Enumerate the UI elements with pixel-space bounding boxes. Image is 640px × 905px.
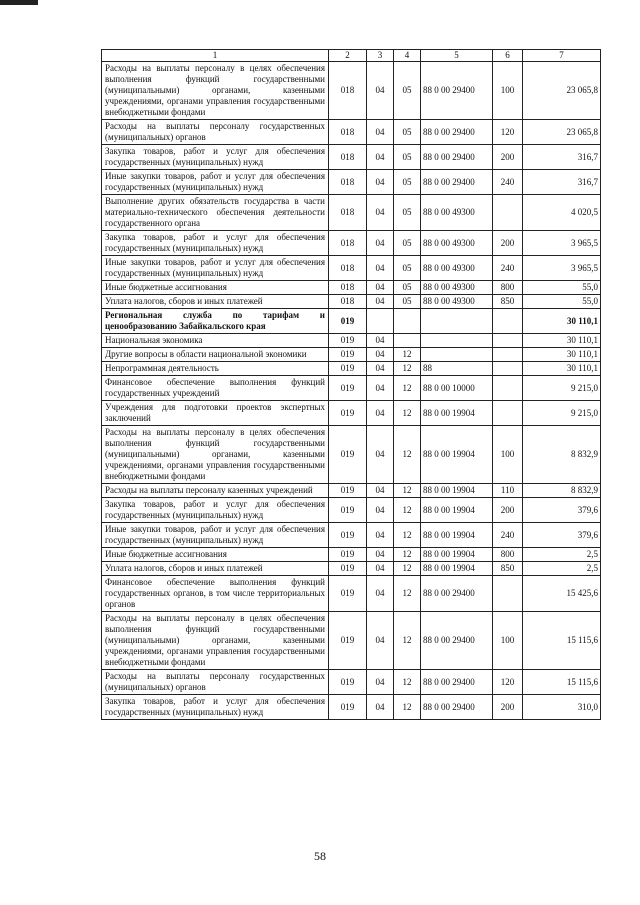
table-row xyxy=(102,523,601,548)
row-rz-cell: 04 xyxy=(367,498,394,523)
row-pr-cell: 05 xyxy=(394,281,421,295)
row-gr-cell: 019 xyxy=(329,498,367,523)
row-name-cell: Иные закупки товаров, работ и услуг для обеспечения государственных (муниципальных) нужд xyxy=(102,170,329,195)
row-name-cell: Расходы на выплаты персоналу в целях обеспечения выполнения функций государственными (муниципальными) органами, казенными учреждениями, органами управления государственными внебюджетными фондами xyxy=(102,612,329,670)
row-csr-cell: 88 xyxy=(421,362,493,376)
row-rz-cell: 04 xyxy=(367,295,394,309)
row-csr-cell: 88 0 00 19904 xyxy=(421,498,493,523)
row-sum-cell: 8 832,9 xyxy=(523,484,601,498)
column-number: 7 xyxy=(523,50,601,62)
row-gr-cell: 018 xyxy=(329,295,367,309)
row-sum-cell: 55,0 xyxy=(523,281,601,295)
row-pr-cell: 05 xyxy=(394,120,421,145)
row-vr-cell: 120 xyxy=(493,670,523,695)
table-row xyxy=(102,256,601,281)
row-rz-cell: 04 xyxy=(367,576,394,612)
row-gr-cell: 018 xyxy=(329,120,367,145)
row-pr-cell xyxy=(394,309,421,334)
row-rz-cell: 04 xyxy=(367,484,394,498)
table-row xyxy=(102,670,601,695)
row-pr-cell: 05 xyxy=(394,62,421,120)
row-name-cell: Закупка товаров, работ и услуг для обеспечения государственных (муниципальных) нужд xyxy=(102,145,329,170)
row-name-cell: Расходы на выплаты персоналу в целях обеспечения выполнения функций государственными (муниципальными) органами, казенными учреждениями, органами управления государственными внебюджетными фондами xyxy=(102,426,329,484)
row-csr-cell: 88 0 00 49300 xyxy=(421,281,493,295)
row-name-cell: Национальная экономика xyxy=(102,334,329,348)
row-csr-cell: 88 0 00 29400 xyxy=(421,145,493,170)
row-vr-cell: 200 xyxy=(493,145,523,170)
column-number: 4 xyxy=(394,50,421,62)
table-row xyxy=(102,484,601,498)
row-vr-cell: 200 xyxy=(493,231,523,256)
row-name-cell: Расходы на выплаты персоналу в целях обеспечения выполнения функций государственными (муниципальными) органами, казенными учреждениями, органами управления государственными внебюджетными фондами xyxy=(102,62,329,120)
row-pr-cell: 12 xyxy=(394,576,421,612)
row-name-cell: Закупка товаров, работ и услуг для обеспечения государственных (муниципальных) нужд xyxy=(102,498,329,523)
row-gr-cell: 019 xyxy=(329,362,367,376)
row-name-cell: Закупка товаров, работ и услуг для обеспечения государственных (муниципальных) нужд xyxy=(102,695,329,720)
row-pr-cell: 12 xyxy=(394,362,421,376)
row-csr-cell: 88 0 00 29400 xyxy=(421,670,493,695)
row-csr-cell xyxy=(421,334,493,348)
row-vr-cell: 100 xyxy=(493,62,523,120)
row-name-cell: Финансовое обеспечение выполнения функций государственных органов, в том числе территориальных органов xyxy=(102,576,329,612)
row-pr-cell: 05 xyxy=(394,170,421,195)
table-row xyxy=(102,362,601,376)
table-row xyxy=(102,281,601,295)
scan-corner-mark xyxy=(0,0,38,5)
table-row xyxy=(102,498,601,523)
row-vr-cell xyxy=(493,376,523,401)
row-csr-cell xyxy=(421,309,493,334)
row-pr-cell: 05 xyxy=(394,145,421,170)
row-gr-cell: 018 xyxy=(329,62,367,120)
row-pr-cell: 12 xyxy=(394,523,421,548)
row-name-cell: Учреждения для подготовки проектов экспертных заключений xyxy=(102,401,329,426)
column-number: 6 xyxy=(493,50,523,62)
row-csr-cell xyxy=(421,348,493,362)
row-rz-cell: 04 xyxy=(367,334,394,348)
table-row xyxy=(102,376,601,401)
row-vr-cell xyxy=(493,334,523,348)
row-sum-cell: 23 065,8 xyxy=(523,62,601,120)
row-vr-cell: 110 xyxy=(493,484,523,498)
row-name-cell: Финансовое обеспечение выполнения функций государственных учреждений xyxy=(102,376,329,401)
column-number: 1 xyxy=(102,50,329,62)
row-gr-cell: 019 xyxy=(329,334,367,348)
row-rz-cell: 04 xyxy=(367,231,394,256)
row-vr-cell xyxy=(493,348,523,362)
row-rz-cell: 04 xyxy=(367,548,394,562)
row-name-cell: Иные закупки товаров, работ и услуг для обеспечения государственных (муниципальных) нужд xyxy=(102,256,329,281)
row-rz-cell: 04 xyxy=(367,62,394,120)
page-number: 58 xyxy=(314,849,326,863)
row-pr-cell: 12 xyxy=(394,670,421,695)
row-gr-cell: 018 xyxy=(329,195,367,231)
row-rz-cell: 04 xyxy=(367,426,394,484)
table-row xyxy=(102,120,601,145)
row-name-cell: Закупка товаров, работ и услуг для обеспечения государственных (муниципальных) нужд xyxy=(102,231,329,256)
row-name-cell: Другие вопросы в области национальной экономики xyxy=(102,348,329,362)
column-number-row xyxy=(102,50,601,62)
row-sum-cell: 2,5 xyxy=(523,562,601,576)
row-sum-cell: 23 065,8 xyxy=(523,120,601,145)
table-row xyxy=(102,170,601,195)
row-sum-cell: 316,7 xyxy=(523,170,601,195)
row-pr-cell: 12 xyxy=(394,612,421,670)
row-vr-cell: 100 xyxy=(493,612,523,670)
table-row xyxy=(102,334,601,348)
row-gr-cell: 018 xyxy=(329,256,367,281)
column-number: 5 xyxy=(421,50,493,62)
column-number: 2 xyxy=(329,50,367,62)
row-pr-cell xyxy=(394,334,421,348)
row-csr-cell: 88 0 00 29400 xyxy=(421,612,493,670)
table-row xyxy=(102,576,601,612)
row-sum-cell: 379,6 xyxy=(523,523,601,548)
row-rz-cell: 04 xyxy=(367,670,394,695)
row-gr-cell: 019 xyxy=(329,401,367,426)
row-csr-cell: 88 0 00 49300 xyxy=(421,295,493,309)
table-row xyxy=(102,401,601,426)
row-sum-cell: 9 215,0 xyxy=(523,401,601,426)
row-gr-cell: 019 xyxy=(329,562,367,576)
row-vr-cell xyxy=(493,362,523,376)
row-name-cell: Региональная служба по тарифам и ценообразованию Забайкальского края xyxy=(102,309,329,334)
row-gr-cell: 019 xyxy=(329,670,367,695)
row-csr-cell: 88 0 00 19904 xyxy=(421,401,493,426)
row-gr-cell: 019 xyxy=(329,426,367,484)
row-name-cell: Иные закупки товаров, работ и услуг для обеспечения государственных (муниципальных) нужд xyxy=(102,523,329,548)
row-gr-cell: 018 xyxy=(329,170,367,195)
row-sum-cell: 15 115,6 xyxy=(523,612,601,670)
row-csr-cell: 88 0 00 29400 xyxy=(421,120,493,145)
row-sum-cell: 8 832,9 xyxy=(523,426,601,484)
row-name-cell: Непрограммная деятельность xyxy=(102,362,329,376)
row-vr-cell: 200 xyxy=(493,498,523,523)
row-vr-cell: 240 xyxy=(493,256,523,281)
row-pr-cell: 12 xyxy=(394,562,421,576)
row-pr-cell: 12 xyxy=(394,401,421,426)
row-gr-cell: 018 xyxy=(329,145,367,170)
row-rz-cell: 04 xyxy=(367,562,394,576)
row-vr-cell: 120 xyxy=(493,120,523,145)
row-rz-cell: 04 xyxy=(367,376,394,401)
budget-table-body xyxy=(102,50,601,720)
table-row xyxy=(102,562,601,576)
row-rz-cell: 04 xyxy=(367,348,394,362)
row-name-cell: Выполнение других обязательств государства в части материально-технического обеспечения деятельности государственного органа xyxy=(102,195,329,231)
row-gr-cell: 019 xyxy=(329,576,367,612)
row-csr-cell: 88 0 00 19904 xyxy=(421,523,493,548)
row-name-cell: Расходы на выплаты персоналу государственных (муниципальных) органов xyxy=(102,670,329,695)
row-rz-cell: 04 xyxy=(367,145,394,170)
row-vr-cell: 800 xyxy=(493,281,523,295)
row-vr-cell xyxy=(493,309,523,334)
row-pr-cell: 12 xyxy=(394,348,421,362)
row-rz-cell: 04 xyxy=(367,195,394,231)
row-csr-cell: 88 0 00 49300 xyxy=(421,231,493,256)
row-sum-cell: 15 115,6 xyxy=(523,670,601,695)
table-row xyxy=(102,612,601,670)
row-pr-cell: 05 xyxy=(394,295,421,309)
row-vr-cell: 100 xyxy=(493,426,523,484)
table-row xyxy=(102,426,601,484)
row-gr-cell: 019 xyxy=(329,523,367,548)
row-vr-cell: 850 xyxy=(493,562,523,576)
row-csr-cell: 88 0 00 29400 xyxy=(421,170,493,195)
row-vr-cell xyxy=(493,576,523,612)
row-pr-cell: 12 xyxy=(394,498,421,523)
row-rz-cell: 04 xyxy=(367,523,394,548)
row-csr-cell: 88 0 00 19904 xyxy=(421,562,493,576)
row-sum-cell: 3 965,5 xyxy=(523,231,601,256)
table-row xyxy=(102,195,601,231)
row-rz-cell xyxy=(367,309,394,334)
row-rz-cell: 04 xyxy=(367,695,394,720)
row-csr-cell: 88 0 00 10000 xyxy=(421,376,493,401)
table-row xyxy=(102,231,601,256)
row-pr-cell: 12 xyxy=(394,484,421,498)
row-sum-cell: 15 425,6 xyxy=(523,576,601,612)
row-rz-cell: 04 xyxy=(367,281,394,295)
row-gr-cell: 019 xyxy=(329,548,367,562)
row-gr-cell: 019 xyxy=(329,484,367,498)
row-vr-cell: 850 xyxy=(493,295,523,309)
row-csr-cell: 88 0 00 19904 xyxy=(421,426,493,484)
row-vr-cell: 800 xyxy=(493,548,523,562)
row-gr-cell: 019 xyxy=(329,376,367,401)
row-pr-cell: 12 xyxy=(394,695,421,720)
row-sum-cell: 30 110,1 xyxy=(523,334,601,348)
row-sum-cell: 30 110,1 xyxy=(523,362,601,376)
row-gr-cell: 019 xyxy=(329,695,367,720)
row-csr-cell: 88 0 00 49300 xyxy=(421,195,493,231)
row-sum-cell: 55,0 xyxy=(523,295,601,309)
table-row xyxy=(102,62,601,120)
row-pr-cell: 12 xyxy=(394,548,421,562)
row-rz-cell: 04 xyxy=(367,256,394,281)
row-sum-cell: 316,7 xyxy=(523,145,601,170)
row-sum-cell: 2,5 xyxy=(523,548,601,562)
row-sum-cell: 30 110,1 xyxy=(523,309,601,334)
row-sum-cell: 3 965,5 xyxy=(523,256,601,281)
row-csr-cell: 88 0 00 19904 xyxy=(421,484,493,498)
row-csr-cell: 88 0 00 29400 xyxy=(421,576,493,612)
table-row xyxy=(102,309,601,334)
row-sum-cell: 310,0 xyxy=(523,695,601,720)
row-csr-cell: 88 0 00 29400 xyxy=(421,62,493,120)
row-name-cell: Иные бюджетные ассигнования xyxy=(102,281,329,295)
row-gr-cell: 019 xyxy=(329,612,367,670)
row-csr-cell: 88 0 00 29400 xyxy=(421,695,493,720)
row-csr-cell: 88 0 00 49300 xyxy=(421,256,493,281)
row-name-cell: Расходы на выплаты персоналу казенных учреждений xyxy=(102,484,329,498)
row-pr-cell: 12 xyxy=(394,376,421,401)
row-vr-cell: 200 xyxy=(493,695,523,720)
table-row xyxy=(102,295,601,309)
row-name-cell: Уплата налогов, сборов и иных платежей xyxy=(102,295,329,309)
budget-table xyxy=(101,49,601,720)
row-gr-cell: 019 xyxy=(329,309,367,334)
row-csr-cell: 88 0 00 19904 xyxy=(421,548,493,562)
row-sum-cell: 9 215,0 xyxy=(523,376,601,401)
table-row xyxy=(102,548,601,562)
row-pr-cell: 12 xyxy=(394,426,421,484)
row-name-cell: Расходы на выплаты персоналу государственных (муниципальных) органов xyxy=(102,120,329,145)
row-rz-cell: 04 xyxy=(367,612,394,670)
row-pr-cell: 05 xyxy=(394,256,421,281)
row-rz-cell: 04 xyxy=(367,120,394,145)
row-gr-cell: 018 xyxy=(329,231,367,256)
row-rz-cell: 04 xyxy=(367,170,394,195)
row-vr-cell: 240 xyxy=(493,523,523,548)
row-sum-cell: 379,6 xyxy=(523,498,601,523)
row-pr-cell: 05 xyxy=(394,231,421,256)
row-gr-cell: 019 xyxy=(329,348,367,362)
row-gr-cell: 018 xyxy=(329,281,367,295)
table-row xyxy=(102,145,601,170)
row-name-cell: Иные бюджетные ассигнования xyxy=(102,548,329,562)
row-sum-cell: 30 110,1 xyxy=(523,348,601,362)
table-row xyxy=(102,695,601,720)
column-number: 3 xyxy=(367,50,394,62)
table-row xyxy=(102,348,601,362)
row-vr-cell: 240 xyxy=(493,170,523,195)
row-vr-cell xyxy=(493,195,523,231)
row-rz-cell: 04 xyxy=(367,401,394,426)
row-pr-cell: 05 xyxy=(394,195,421,231)
row-rz-cell: 04 xyxy=(367,362,394,376)
row-vr-cell xyxy=(493,401,523,426)
row-sum-cell: 4 020,5 xyxy=(523,195,601,231)
row-name-cell: Уплата налогов, сборов и иных платежей xyxy=(102,562,329,576)
